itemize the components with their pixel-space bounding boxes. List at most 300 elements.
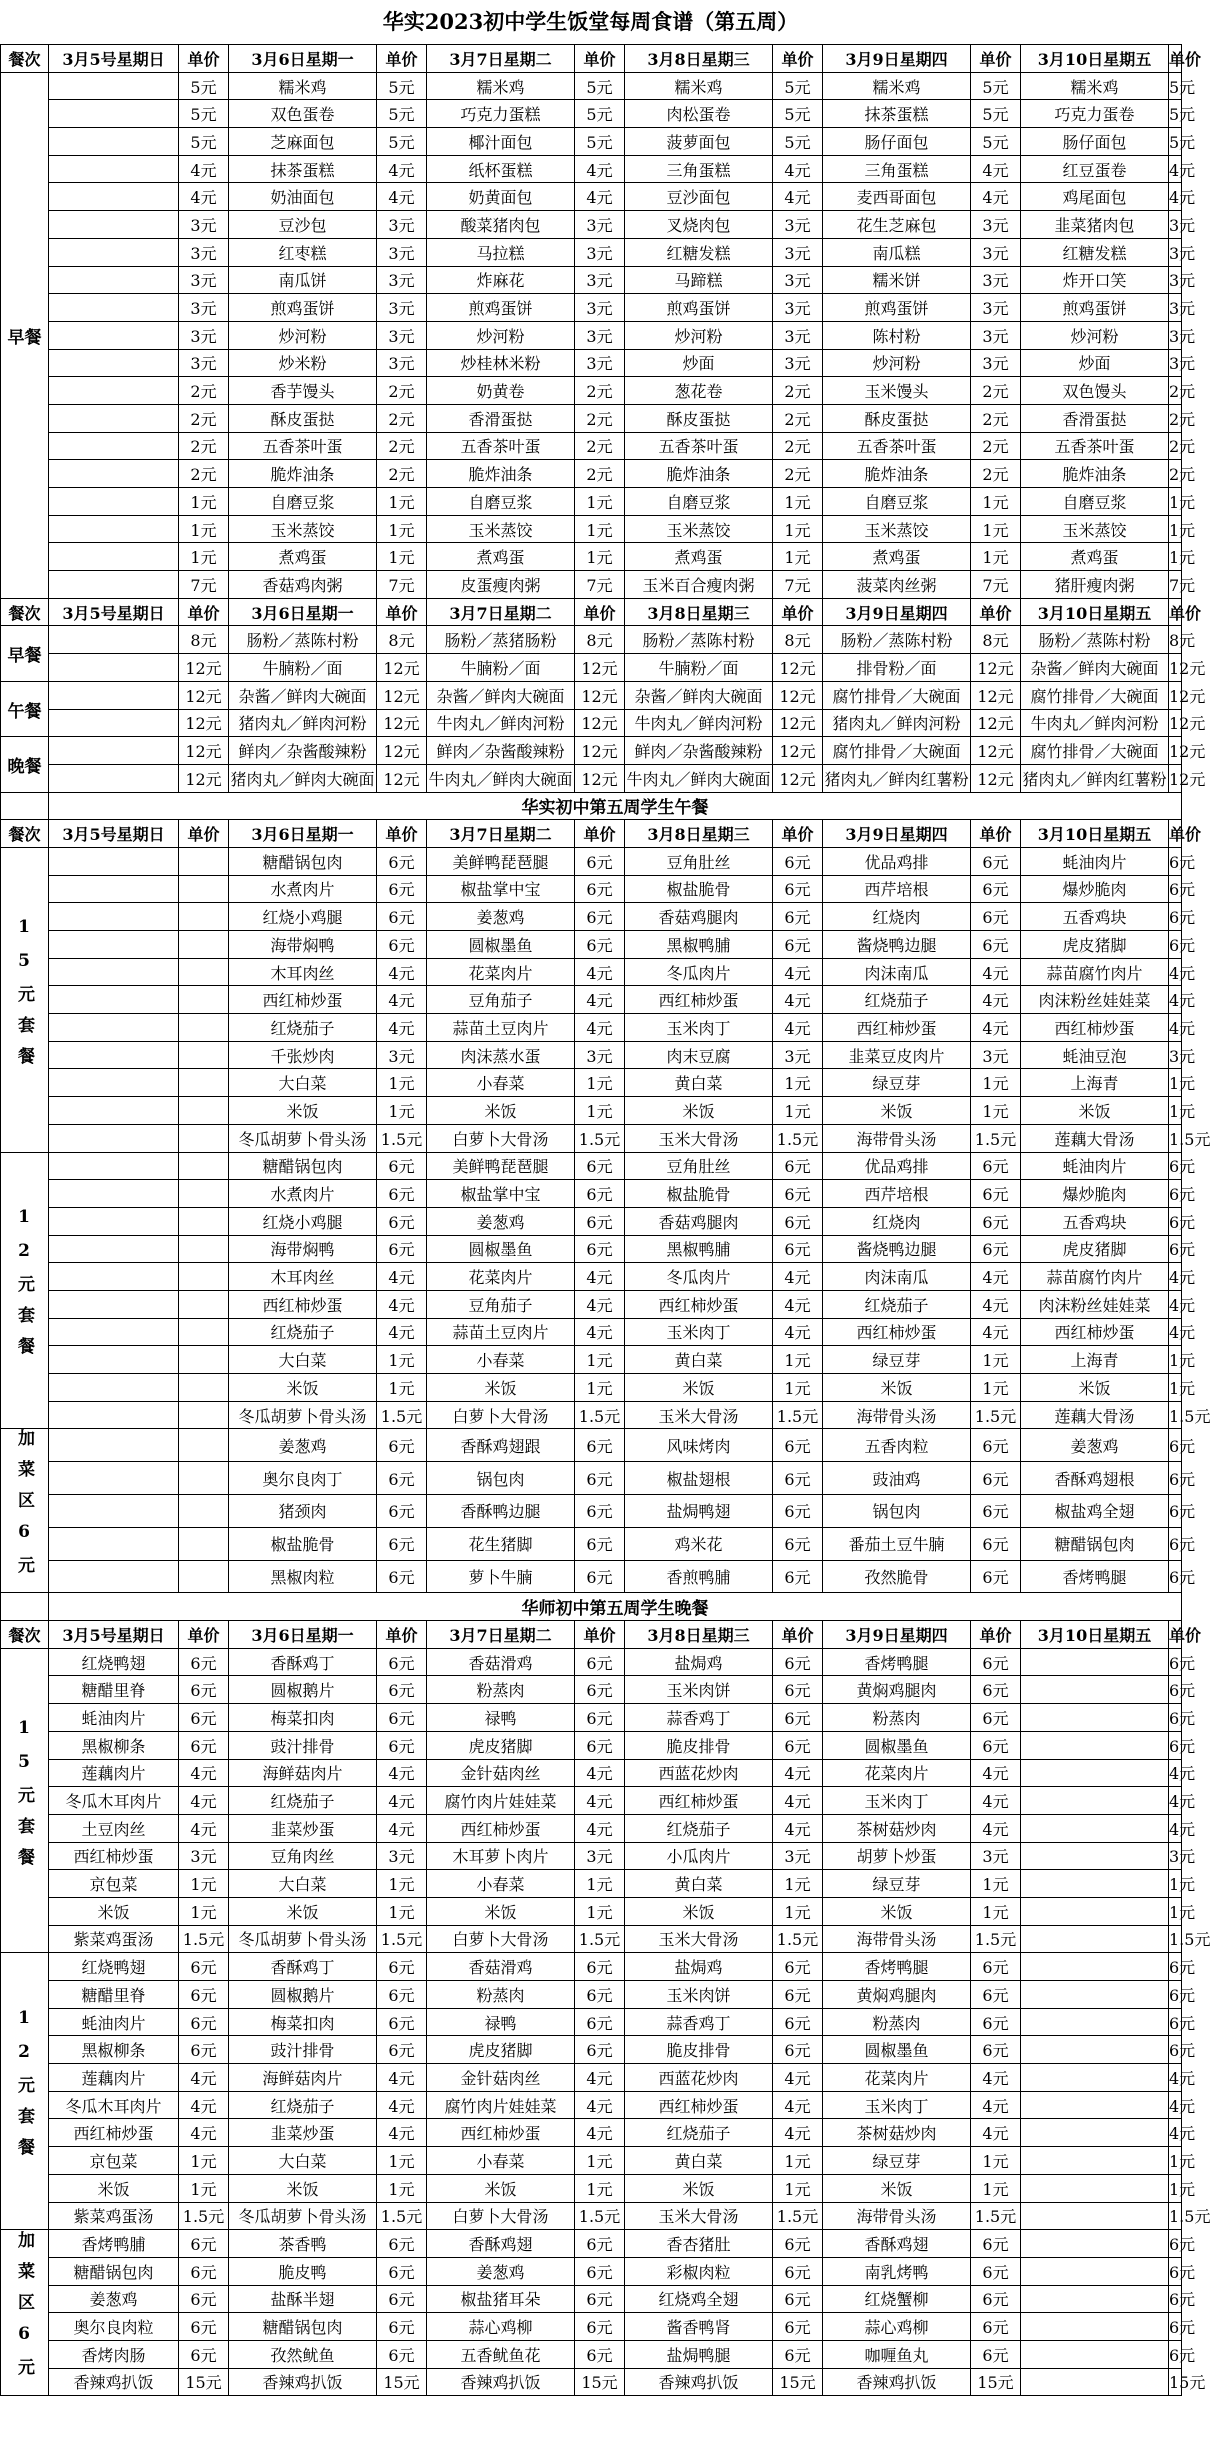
dish-cell: 15元 [575,2368,625,2396]
price-cell [1021,1897,1169,1925]
dish-cell [49,1401,179,1429]
dish-cell: 黑椒柳条 [49,1731,179,1759]
price-cell: 咖喱鱼丸 [823,2340,971,2368]
price-cell: 黄白菜 [625,1069,773,1097]
dish-cell: 6元 [377,2036,427,2064]
dish-cell: 6元 [377,1152,427,1180]
price-cell: 五香茶叶蛋 [427,432,575,460]
dish-cell: 1元 [971,515,1021,543]
price-cell: 杂酱／鲜肉大碗面 [1021,654,1169,682]
dish-cell: 6元 [971,1235,1021,1263]
dish-cell: 7元 [1169,571,1182,599]
price-cell: 1元 [179,488,229,516]
price-cell: 马蹄糕 [625,266,773,294]
column-header: 3月9日星期四 [823,45,971,73]
price-cell: 6元 [179,2257,229,2285]
dish-cell: 6元 [971,1207,1021,1235]
dish-cell: 4元 [1169,1263,1182,1291]
dish-cell: 4元 [773,2064,823,2092]
dish-cell: 3元 [773,349,823,377]
dish-cell: 4元 [575,2091,625,2119]
dish-cell: 5元 [575,72,625,100]
dish-cell: 1元 [1169,515,1182,543]
dish-cell: 3元 [971,1842,1021,1870]
dish-cell: 6元 [1169,2230,1182,2258]
dish-cell: 6元 [773,1235,823,1263]
price-cell: 玉米肉饼 [625,1981,773,2009]
price-cell: 玉米蒸饺 [823,515,971,543]
price-cell: 红糖发糕 [1021,238,1169,266]
price-cell: 糯米鸡 [1021,72,1169,100]
dish-cell: 3元 [773,321,823,349]
price-cell: 牛肉丸／鲜肉河粉 [625,709,773,737]
dish-cell: 京包菜 [49,2147,179,2175]
meal-label-text: 晚餐 [7,756,42,777]
dish-cell: 6元 [575,1560,625,1593]
table-row [1,1152,1182,1180]
dish-cell: 6元 [575,1152,625,1180]
table-row [1,2091,1182,2119]
dish-cell: 6元 [377,1207,427,1235]
dish-cell: 3元 [773,266,823,294]
dish-cell: 6元 [575,1180,625,1208]
column-header: 餐次 [1,820,49,848]
price-cell: 4元 [179,1759,229,1787]
price-cell: 爆炒脆肉 [1021,875,1169,903]
dish-cell: 2元 [1169,377,1182,405]
dish-cell: 6元 [377,1429,427,1462]
price-cell: 黑椒鸭脯 [625,931,773,959]
dish-cell: 15元 [377,2368,427,2396]
price-cell: 6元 [179,1953,229,1981]
price-cell: 白萝卜大骨汤 [427,1401,575,1429]
dish-cell: 2元 [773,404,823,432]
meal-label-text: 早餐 [7,327,42,348]
dish-cell: 1元 [971,1069,1021,1097]
price-cell: 白萝卜大骨汤 [427,2202,575,2230]
dish-cell: 2元 [575,460,625,488]
price-cell: 4元 [179,2091,229,2119]
dish-cell: 1元 [971,488,1021,516]
dish-cell: 4元 [773,155,823,183]
column-header: 3月7日星期二 [427,45,575,73]
price-cell [179,847,229,875]
dish-cell [49,72,179,100]
price-cell: 花生芝麻包 [823,211,971,239]
price-cell: 冬瓜胡萝卜骨头汤 [229,2202,377,2230]
dish-cell: 3元 [575,1842,625,1870]
dish-cell: 4元 [575,1318,625,1346]
price-cell: 香辣鸡扒饭 [823,2368,971,2396]
dish-cell: 1元 [773,1870,823,1898]
column-header: 3月5号星期日 [49,598,179,626]
price-cell: 韭菜豆皮肉片 [823,1041,971,1069]
price-cell: 海带骨头汤 [823,1925,971,1953]
dish-cell: 1元 [971,1870,1021,1898]
dish-cell: 7元 [971,571,1021,599]
price-cell: 肠粉／蒸陈村粉 [1021,626,1169,654]
dish-cell [49,1429,179,1462]
dish-cell: 3元 [971,211,1021,239]
dish-cell: 蚝油肉片 [49,2008,179,2036]
price-cell: 麦西哥面包 [823,183,971,211]
column-header: 单价 [773,820,823,848]
price-cell: 冬瓜胡萝卜骨头汤 [229,1124,377,1152]
dish-cell: 红烧鸭翅 [49,1953,179,1981]
dish-cell: 6元 [377,1462,427,1495]
dish-cell: 1元 [1169,1374,1182,1402]
price-cell: 陈村粉 [823,321,971,349]
price-cell: 酥皮蛋挞 [823,404,971,432]
price-cell [1021,2257,1169,2285]
dish-cell: 6元 [773,931,823,959]
price-cell: 梅菜扣肉 [229,1704,377,1732]
dish-cell: 6元 [1169,1676,1182,1704]
price-cell: 2元 [179,404,229,432]
table-row [1,737,1182,765]
table-row [1,1842,1182,1870]
price-cell [1021,2008,1169,2036]
price-cell: 酱香鸭肾 [625,2313,773,2341]
dish-cell: 京包菜 [49,1870,179,1898]
price-cell: 6元 [179,2008,229,2036]
price-cell: 6元 [179,2230,229,2258]
dish-cell: 4元 [971,986,1021,1014]
dish-cell: 6元 [773,1527,823,1560]
price-cell: 香菇滑鸡 [427,1648,575,1676]
price-cell: 腐竹排骨／大碗面 [1021,737,1169,765]
dish-cell: 6元 [575,1704,625,1732]
dish-cell: 6元 [1169,2257,1182,2285]
price-cell: 西红柿炒蛋 [229,986,377,1014]
price-cell: 姜葱鸡 [427,1207,575,1235]
price-cell: 红烧小鸡腿 [229,903,377,931]
header-row [1,820,1182,848]
price-cell: 1.5元 [179,2202,229,2230]
price-cell: 水煮肉片 [229,1180,377,1208]
meal-label [1,847,49,1152]
dish-cell: 3元 [773,238,823,266]
price-cell: 风味烤肉 [625,1429,773,1462]
table-row [1,404,1182,432]
price-cell: 香滑蛋挞 [1021,404,1169,432]
dish-cell: 4元 [971,183,1021,211]
dish-cell: 4元 [1169,1290,1182,1318]
dish-cell [49,958,179,986]
dish-cell: 4元 [1169,1014,1182,1042]
column-header: 3月6日星期一 [229,1621,377,1649]
price-cell: 米饭 [427,2174,575,2202]
table-row [1,2313,1182,2341]
meal-label-text: 加菜区6元 [14,2231,34,2390]
price-cell: 西红柿炒蛋 [625,986,773,1014]
dish-cell: 4元 [575,1263,625,1291]
price-cell: 虎皮猪脚 [1021,1235,1169,1263]
dish-cell: 6元 [377,2313,427,2341]
price-cell: 红烧茄子 [229,1014,377,1042]
dish-cell: 12元 [377,764,427,792]
column-header: 单价 [773,598,823,626]
dish-cell: 6元 [1169,1429,1182,1462]
dish-cell: 12元 [971,654,1021,682]
dish-cell: 1元 [773,488,823,516]
column-header: 3月8日星期三 [625,820,773,848]
price-cell [179,1124,229,1152]
table-row [1,1207,1182,1235]
price-cell: 3元 [179,349,229,377]
table-row [1,1560,1182,1593]
price-cell: 米饭 [427,1097,575,1125]
dish-cell: 4元 [575,958,625,986]
dish-cell: 4元 [1169,1759,1182,1787]
dish-cell: 6元 [971,2313,1021,2341]
dish-cell: 6元 [377,847,427,875]
price-cell: 香芋馒头 [229,377,377,405]
dish-cell: 1元 [773,1069,823,1097]
price-cell: 7元 [179,571,229,599]
dish-cell: 6元 [1169,931,1182,959]
dish-cell: 12元 [773,709,823,737]
price-cell: 酱烧鸭边腿 [823,931,971,959]
dish-cell: 4元 [773,1759,823,1787]
price-cell [1021,2230,1169,2258]
price-cell: 炒河粉 [1021,321,1169,349]
price-cell: 鸡米花 [625,1527,773,1560]
price-cell: 煎鸡蛋饼 [229,294,377,322]
price-cell: 西红柿炒蛋 [427,2119,575,2147]
dish-cell: 3元 [575,349,625,377]
price-cell: 酱烧鸭边腿 [823,1235,971,1263]
dish-cell: 6元 [773,1648,823,1676]
column-header: 3月8日星期三 [625,45,773,73]
dish-cell: 6元 [1169,847,1182,875]
price-cell: 煮鸡蛋 [1021,543,1169,571]
price-cell: 1元 [179,2174,229,2202]
dish-cell [49,1152,179,1180]
price-cell: 海带骨头汤 [823,2202,971,2230]
dish-cell: 6元 [1169,2008,1182,2036]
price-cell: 3元 [179,294,229,322]
price-cell [179,1401,229,1429]
price-cell: 花菜肉片 [823,2064,971,2092]
dish-cell: 1.5元 [1169,1124,1182,1152]
dish-cell: 5元 [575,128,625,156]
dish-cell: 1元 [773,1097,823,1125]
dish-cell: 2元 [773,432,823,460]
price-cell: 茶树菇炒肉 [823,1814,971,1842]
dish-cell: 香辣鸡扒饭 [49,2368,179,2396]
dish-cell: 糖醋锅包肉 [49,2257,179,2285]
dish-cell: 3元 [1169,321,1182,349]
dish-cell: 6元 [1169,2036,1182,2064]
dish-cell: 4元 [377,1787,427,1815]
dish-cell: 3元 [377,294,427,322]
dish-cell: 1.5元 [575,1401,625,1429]
dish-cell: 1元 [1169,2147,1182,2175]
dish-cell: 4元 [971,1318,1021,1346]
price-cell: 2元 [179,432,229,460]
dish-cell: 5元 [971,100,1021,128]
price-cell: 炒面 [625,349,773,377]
dish-cell: 4元 [575,1290,625,1318]
price-cell [179,1527,229,1560]
dish-cell: 6元 [773,2257,823,2285]
dish-cell: 6元 [575,875,625,903]
price-cell: 大白菜 [229,2147,377,2175]
dish-cell: 12元 [1169,764,1182,792]
price-cell: 红烧小鸡腿 [229,1207,377,1235]
dish-cell: 4元 [773,1263,823,1291]
price-cell: 煮鸡蛋 [427,543,575,571]
price-cell: 小春菜 [427,2147,575,2175]
price-cell: 白萝卜大骨汤 [427,1124,575,1152]
meal-label-text: 加菜区6元 [14,1429,34,1588]
dish-cell: 12元 [971,737,1021,765]
dish-cell: 4元 [1169,155,1182,183]
dish-cell: 冬瓜木耳肉片 [49,2091,179,2119]
dish-cell [49,183,179,211]
price-cell: 椒盐脆骨 [625,1180,773,1208]
dish-cell: 3元 [1169,266,1182,294]
price-cell: 玉米肉丁 [823,1787,971,1815]
dish-cell: 6元 [377,2008,427,2036]
header-row [1,1621,1182,1649]
meal-label [1,1429,49,1593]
dish-cell: 1.5元 [773,2202,823,2230]
dish-cell: 6元 [773,1981,823,2009]
column-header: 餐次 [1,45,49,73]
dish-cell: 1元 [575,543,625,571]
dish-cell: 4元 [377,1318,427,1346]
dish-cell [49,460,179,488]
table-row [1,2036,1182,2064]
price-cell: 牛腩粉／面 [427,654,575,682]
dish-cell: 1元 [1169,488,1182,516]
dish-cell: 3元 [971,321,1021,349]
price-cell: 黄白菜 [625,2147,773,2175]
dish-cell: 6元 [971,1152,1021,1180]
dish-cell: 1元 [575,488,625,516]
table-row [1,986,1182,1014]
price-cell: 红烧肉 [823,1207,971,1235]
price-cell: 梅菜扣肉 [229,2008,377,2036]
price-cell: 牛腩粉／面 [625,654,773,682]
price-cell: 腐竹排骨／大碗面 [1021,681,1169,709]
column-header: 单价 [575,45,625,73]
price-cell: 茶树菇炒肉 [823,2119,971,2147]
price-cell: 5元 [179,100,229,128]
price-cell: 5元 [179,128,229,156]
dish-cell: 2元 [773,377,823,405]
price-cell: 海鲜菇肉片 [229,1759,377,1787]
dish-cell: 3元 [971,294,1021,322]
dish-cell: 3元 [377,238,427,266]
dish-cell [49,1097,179,1125]
price-cell: 抹茶蛋糕 [229,155,377,183]
dish-cell [49,654,179,682]
price-cell: 花生猪脚 [427,1527,575,1560]
dish-cell: 12元 [575,681,625,709]
price-cell [1021,2119,1169,2147]
price-cell: 豆沙包 [229,211,377,239]
price-cell: 姜葱鸡 [1021,1429,1169,1462]
table-row [1,2008,1182,2036]
price-cell: 米饭 [625,1374,773,1402]
dish-cell: 1元 [575,1097,625,1125]
price-cell: 4元 [179,1787,229,1815]
dish-cell: 4元 [971,958,1021,986]
dish-cell: 1元 [575,1897,625,1925]
price-cell [179,1462,229,1495]
column-header: 单价 [1169,1621,1182,1649]
price-cell: 绿豆芽 [823,1069,971,1097]
dish-cell: 12元 [377,709,427,737]
dish-cell: 香烤肉肠 [49,2340,179,2368]
column-header: 单价 [377,820,427,848]
price-cell: 猪肝瘦肉粥 [1021,571,1169,599]
dish-cell: 3元 [1169,1041,1182,1069]
price-cell: 圆椒鹅片 [229,1981,377,2009]
dish-cell: 1.5元 [377,1401,427,1429]
price-cell: 双色馒头 [1021,377,1169,405]
dish-cell: 4元 [971,2091,1021,2119]
dish-cell: 2元 [1169,460,1182,488]
dish-cell: 6元 [1169,1648,1182,1676]
column-header: 3月7日星期二 [427,598,575,626]
dish-cell: 4元 [377,2091,427,2119]
dish-cell: 1元 [377,2174,427,2202]
dish-cell: 1元 [377,515,427,543]
table-row [1,1097,1182,1125]
dish-cell: 3元 [377,349,427,377]
price-cell: 双色蛋卷 [229,100,377,128]
dish-cell: 12元 [575,709,625,737]
table-row [1,1235,1182,1263]
table-row [1,1263,1182,1291]
column-header: 单价 [971,598,1021,626]
price-cell: 美鲜鸭琵琶腿 [427,847,575,875]
column-header: 单价 [773,1621,823,1649]
dish-cell: 1元 [377,1897,427,1925]
dish-cell: 6元 [971,847,1021,875]
dish-cell: 3元 [377,266,427,294]
table-row [1,349,1182,377]
dish-cell: 6元 [773,1560,823,1593]
dish-cell: 3元 [575,238,625,266]
dish-cell: 6元 [1169,1152,1182,1180]
price-cell: 玉米百合瘦肉粥 [625,571,773,599]
table-row [1,2257,1182,2285]
dish-cell: 3元 [575,1041,625,1069]
page-title: 华实2023初中学生饭堂每周食谱（第五周） [382,9,799,34]
dish-cell [49,571,179,599]
dish-cell: 4元 [1169,1814,1182,1842]
price-cell: 糯米鸡 [229,72,377,100]
dish-cell: 3元 [971,266,1021,294]
dish-cell: 2元 [377,460,427,488]
dish-cell: 6元 [575,931,625,959]
price-cell: 金针菇肉丝 [427,2064,575,2092]
price-cell: 西蓝花炒肉 [625,2064,773,2092]
dish-cell: 3元 [971,238,1021,266]
price-cell: 糯米鸡 [427,72,575,100]
price-cell: 玉米大骨汤 [625,1401,773,1429]
price-cell: 4元 [179,183,229,211]
dish-cell [49,1527,179,1560]
price-cell: 4元 [179,2119,229,2147]
dish-cell: 4元 [1169,2091,1182,2119]
price-cell: 米饭 [823,1897,971,1925]
